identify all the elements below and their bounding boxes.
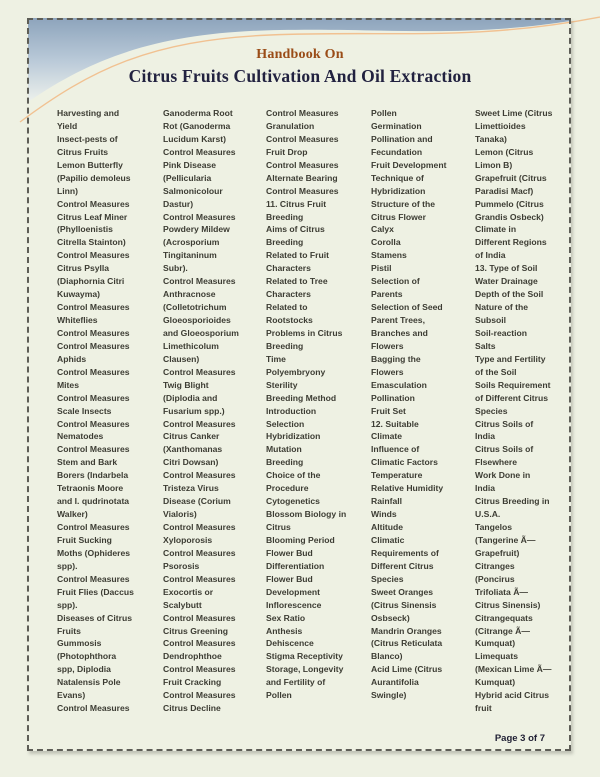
toc-line: Characters — [266, 289, 311, 300]
toc-line: Tetraonis Moore — [57, 483, 124, 494]
toc-line: Disease (Corium — [163, 496, 231, 507]
toc-line: Inflorescence — [266, 599, 322, 610]
toc-line: (Tangerine Ã— — [475, 534, 536, 545]
toc-line: Aurantifolia — [371, 677, 419, 688]
toc-line: Control Measures — [163, 612, 236, 623]
toc-line: Harvesting and — [57, 108, 120, 118]
toc-line: Osbseck) — [371, 612, 410, 623]
toc-line: Grapefruit) — [475, 547, 520, 558]
toc-line: Water Drainage — [475, 276, 538, 287]
toc-line: Control Measures — [57, 703, 130, 714]
toc-line: Control Measures — [163, 638, 236, 649]
toc-line: Climate in — [475, 224, 517, 235]
toc-line: Tingitaninum — [163, 250, 217, 261]
toc-line: Citrus Soils of — [475, 418, 534, 429]
toc-line: Pollination — [371, 392, 415, 403]
toc-line: Sweet Oranges — [371, 586, 434, 597]
toc-line: Branches and — [371, 327, 428, 338]
toc-line: Procedure — [266, 483, 309, 494]
toc-line: Characters — [266, 263, 311, 274]
toc-line: Flower Bud — [266, 573, 313, 584]
toc-line: Pollination and — [371, 133, 433, 144]
toc-line: Relative Humidity — [371, 483, 444, 494]
toc-line: Time — [266, 353, 286, 364]
toc-line: Pollen — [371, 108, 397, 118]
toc-line: Control Measures — [57, 522, 130, 532]
toc-line: Control Measures — [163, 211, 236, 222]
toc-line: Flowers — [371, 340, 404, 351]
toc-line: Flower Bud — [266, 547, 313, 558]
toc-line: Technique of — [371, 172, 424, 183]
toc-line: Temperature — [371, 470, 423, 481]
toc-line: Gummosis — [57, 638, 102, 649]
toc-line: Climatic — [371, 534, 405, 545]
toc-line: Sex Ratio — [266, 612, 306, 623]
toc-line: fruit — [475, 703, 492, 714]
toc-line: Winds — [371, 509, 397, 520]
toc-line: Control Measures — [266, 108, 339, 118]
toc-line: (Acrosporium — [163, 237, 220, 248]
toc-line: Pummelo (Citrus — [475, 198, 544, 209]
toc-line: Introduction — [266, 405, 317, 416]
toc-line: Lemon (Citrus — [475, 146, 534, 157]
toc-line: Control Measures — [163, 522, 236, 532]
toc-line: Depth of the Soil — [475, 289, 544, 300]
toc-line: Tanaka) — [475, 133, 507, 144]
toc-line: Hybridization — [371, 185, 426, 196]
toc-line: Selection of — [371, 276, 420, 287]
toc-line: (Mexican Lime Ã— — [475, 664, 552, 675]
toc-line: Sweet Lime (Citrus — [475, 108, 553, 118]
toc-line: Swingle) — [371, 690, 407, 701]
toc-line: Aphids — [57, 353, 87, 364]
handbook-on-pretitle: Handbook On — [256, 47, 344, 62]
toc-line: Fruit Sucking — [57, 534, 112, 545]
toc-line: Fecundation — [371, 146, 423, 157]
toc-line: Choice of the — [266, 470, 321, 481]
toc-line: Hybridization — [266, 431, 321, 442]
toc-line: Influence of — [371, 444, 420, 455]
toc-line: Citrella Stainton) — [57, 237, 126, 248]
toc-line: Sterility — [266, 379, 298, 390]
toc-line: Blossom Biology in — [266, 509, 347, 520]
toc-line: (Poncirus — [475, 573, 515, 584]
toc-line: (Photophthora — [57, 651, 117, 662]
toc-line: Control Measures — [163, 664, 236, 675]
toc-line: Control Measures — [57, 250, 130, 261]
toc-line: Flsewhere — [475, 457, 518, 468]
toc-line: Breeding — [266, 457, 304, 468]
toc-line: Ganoderma Root — [163, 108, 233, 118]
toc-line: Control Measures — [57, 327, 130, 338]
toc-line: Control Measures — [57, 366, 130, 377]
toc-line: Scalybutt — [163, 599, 202, 610]
toc-line: Control Measures — [57, 340, 130, 351]
toc-line: Citrus Leaf Miner — [57, 211, 128, 222]
toc-line: spp). — [57, 560, 78, 571]
toc-line: Control Measures — [163, 547, 236, 558]
toc-line: Selection of Seed — [371, 302, 443, 313]
toc-line: Lemon Butterfly — [57, 159, 123, 170]
toc-line: Psorosis — [163, 560, 200, 571]
toc-line: Borers (Indarbela — [57, 470, 129, 481]
page-number-label: Page 3 of 7 — [494, 733, 545, 744]
toc-line: Fruit Set — [371, 405, 406, 416]
toc-line: Citrus Psylla — [57, 263, 110, 274]
toc-line: Breeding — [266, 340, 304, 351]
toc-line: Linn) — [57, 185, 78, 196]
toc-line: Species — [475, 405, 508, 416]
toc-line: (Papilio demoleus — [57, 172, 131, 183]
toc-line: Different Regions — [475, 237, 547, 248]
toc-line: and Gloeosporium — [163, 327, 239, 338]
toc-line: Bagging the — [371, 353, 421, 364]
toc-line: Mandrin Oranges — [371, 625, 442, 636]
toc-line: Pollen — [266, 690, 292, 701]
toc-line: Kumquat) — [475, 638, 516, 649]
toc-line: Control Measures — [57, 444, 130, 455]
toc-line: Anthesis — [266, 625, 303, 636]
toc-line: Blanco) — [371, 651, 403, 662]
toc-line: Altitude — [371, 522, 403, 532]
toc-line: spp, Diplodia — [57, 664, 111, 675]
toc-line: Xyloporosis — [163, 534, 213, 545]
toc-line: Control Measures — [266, 133, 339, 144]
toc-column-5 — [475, 107, 570, 715]
toc-columns — [57, 107, 570, 715]
toc-line: Citrus Flower — [371, 211, 426, 222]
book-title: Citrus Fruits Cultivation And Oil Extraction — [128, 66, 472, 86]
toc-line: Pink Disease — [163, 159, 217, 170]
toc-line: Stem and Bark — [57, 457, 118, 468]
toc-line: Climate — [371, 431, 403, 442]
toc-line: Breeding — [266, 211, 304, 222]
toc-line: (Citrus Sinensis — [371, 599, 437, 610]
toc-line: and Fertility of — [266, 677, 326, 688]
toc-line: and I. qudrinotata — [57, 496, 130, 507]
toc-line: Control Measures — [57, 392, 130, 403]
toc-line: Dehiscence — [266, 638, 314, 649]
toc-line: Control Measures — [57, 573, 130, 584]
toc-line: Gloeosporioides — [163, 315, 231, 325]
toc-line: Alternate Bearing — [266, 172, 338, 183]
toc-line: Citrus — [266, 522, 291, 532]
toc-line: Calyx — [371, 224, 394, 235]
toc-line: Stamens — [371, 250, 407, 261]
toc-line: Granulation — [266, 120, 315, 131]
toc-line: of Different Citrus — [475, 392, 549, 403]
toc-line: Control Measures — [163, 146, 236, 157]
toc-line: Rainfall — [371, 496, 403, 507]
toc-line: Citrus Soils of — [475, 444, 534, 455]
toc-line: Citrus Sinensis) — [475, 599, 541, 610]
toc-line: U.S.A. — [475, 509, 501, 520]
toc-line: Anthracnose — [163, 289, 216, 300]
toc-line: Dendrophthoe — [163, 651, 222, 662]
toc-line: Breeding Method — [266, 392, 337, 403]
toc-line: Fruit Flies (Daccus — [57, 586, 134, 597]
toc-line: Whiteflies — [57, 315, 98, 325]
toc-line: Rootstocks — [266, 315, 313, 325]
toc-line: Related to Tree — [266, 276, 328, 287]
toc-line: Citranges — [475, 560, 515, 571]
toc-line: Powdery Mildew — [163, 224, 230, 235]
toc-line: Diseases of Citrus — [57, 612, 132, 623]
toc-line: Nematodes — [57, 431, 104, 442]
toc-line: Fruit Development — [371, 159, 447, 170]
toc-line: Emasculation — [371, 379, 427, 390]
toc-line: Control Measures — [57, 198, 130, 209]
toc-line: Cytogenetics — [266, 496, 320, 507]
toc-line: Mutation — [266, 444, 302, 455]
toc-column-4 — [371, 107, 475, 715]
toc-line: Germination — [371, 120, 422, 131]
toc-line: Citrangequats — [475, 612, 533, 623]
toc-line: Selection — [266, 418, 305, 429]
toc-line: Fruit Cracking — [163, 677, 222, 688]
toc-line: 13. Type of Soil — [475, 263, 538, 274]
toc-line: Limequats — [475, 651, 518, 662]
toc-line: Tangelos — [475, 522, 513, 532]
toc-line: Mites — [57, 379, 79, 390]
toc-line: Flowers — [371, 366, 404, 377]
toc-line: of India — [475, 250, 506, 261]
toc-line: Citrus Fruits — [57, 146, 109, 157]
toc-line: Nature of the — [475, 302, 528, 313]
toc-line: Blooming Period — [266, 534, 335, 545]
toc-line: Stigma Receptivity — [266, 651, 343, 662]
toc-line: (Diaphornia Citri — [57, 276, 125, 287]
toc-line: Twig Blight — [163, 379, 209, 390]
toc-line: Exocortis or — [163, 586, 214, 597]
toc-line: Paradisi Macf) — [475, 185, 534, 196]
toc-line: Storage, Longevity — [266, 664, 344, 675]
toc-line: India — [475, 483, 496, 494]
toc-line: Acid Lime (Citrus — [371, 664, 443, 675]
toc-line: India — [475, 431, 496, 442]
toc-line: Corolla — [371, 237, 401, 248]
toc-line: Grandis Osbeck) — [475, 211, 544, 222]
toc-line: Soils Requirement — [475, 379, 551, 390]
toc-line: Related to — [266, 302, 308, 313]
toc-line: Subr). — [163, 263, 188, 274]
toc-line: Control Measures — [163, 573, 236, 584]
toc-line: Parent Trees, — [371, 315, 425, 325]
toc-line: Polyembryony — [266, 366, 326, 377]
toc-line: Clausen) — [163, 353, 200, 364]
toc-line: Work Done in — [475, 470, 531, 481]
toc-line: Development — [266, 586, 320, 597]
toc-line: Type and Fertility — [475, 353, 546, 364]
toc-line: Moths (Ophideres — [57, 547, 131, 558]
toc-line: Species — [371, 573, 404, 584]
toc-line: Differentiation — [266, 560, 325, 571]
toc-line: Control Measures — [163, 690, 236, 701]
toc-line: (Pellicularia — [163, 172, 212, 183]
toc-line: Natalensis Pole — [57, 677, 121, 688]
toc-line: Control Measures — [163, 470, 236, 481]
toc-line: (Phylloenistis — [57, 224, 113, 235]
toc-line: Scale Insects — [57, 405, 112, 416]
toc-line: 12. Suitable — [371, 418, 419, 429]
toc-line: Vialoris) — [163, 509, 197, 520]
toc-line: Citrus Decline — [163, 703, 221, 714]
toc-line: Salmonicolour — [163, 185, 223, 196]
toc-line: Citrus Canker — [163, 431, 220, 442]
toc-line: Salts — [475, 340, 496, 351]
toc-line: Climatic Factors — [371, 457, 438, 468]
toc-line: Kuwayma) — [57, 289, 100, 300]
toc-line: Requirements of — [371, 547, 439, 558]
toc-column-1 — [57, 107, 163, 715]
toc-line: (Diplodia and — [163, 392, 218, 403]
toc-line: Control Measures — [266, 185, 339, 196]
toc-line: Fruits — [57, 625, 81, 636]
toc-line: Citrus Breeding in — [475, 496, 550, 507]
toc-column-2 — [163, 107, 266, 715]
toc-line: Fusarium spp.) — [163, 405, 225, 416]
toc-line: Structure of the — [371, 198, 435, 209]
toc-line: Problems in Citrus — [266, 327, 343, 338]
toc-line: Control Measures — [266, 159, 339, 170]
toc-line: Kumquat) — [475, 677, 516, 688]
toc-line: Trifoliata Ã— — [475, 586, 529, 597]
toc-line: Rot (Ganoderma — [163, 120, 231, 131]
toc-line: Pistil — [371, 263, 392, 274]
toc-column-3 — [266, 107, 371, 715]
toc-line: Aims of Citrus — [266, 224, 325, 235]
toc-line: Limethicolum — [163, 340, 219, 351]
toc-line: (Xanthomanas — [163, 444, 223, 455]
toc-line: (Citrange Ã— — [475, 625, 530, 636]
toc-line: Evans) — [57, 690, 86, 701]
toc-line: Grapefruit (Citrus — [475, 172, 547, 183]
toc-line: Limettioides — [475, 120, 526, 131]
toc-line: 11. Citrus Fruit — [266, 198, 327, 209]
toc-line: Hybrid acid Citrus — [475, 690, 550, 701]
toc-line: Control Measures — [163, 418, 236, 429]
toc-line: Soil-reaction — [475, 327, 528, 338]
toc-line: Citri Dowsan) — [163, 457, 219, 468]
toc-line: Dastur) — [163, 198, 194, 209]
toc-line: Control Measures — [163, 366, 236, 377]
toc-line: Control Measures — [57, 418, 130, 429]
toc-line: (Colletotrichum — [163, 302, 227, 313]
toc-line: Lucidum Karst) — [163, 133, 227, 144]
toc-line: Control Measures — [163, 276, 236, 287]
toc-line: Limon B) — [475, 159, 513, 170]
toc-line: spp). — [57, 599, 78, 610]
toc-line: Control Measures — [57, 302, 130, 313]
toc-line: Breeding — [266, 237, 304, 248]
toc-line: Parents — [371, 289, 403, 300]
toc-line: Tristeza Virus — [163, 483, 219, 494]
toc-line: Different Citrus — [371, 560, 434, 571]
toc-line: (Citrus Reticulata — [371, 638, 443, 649]
toc-line: Fruit Drop — [266, 146, 308, 157]
toc-line: Subsoil — [475, 315, 507, 325]
toc-line: Citrus Greening — [163, 625, 228, 636]
toc-line: Yield — [57, 120, 78, 131]
toc-line: Walker) — [57, 509, 88, 520]
toc-line: Insect-pests of — [57, 133, 118, 144]
toc-line: Related to Fruit — [266, 250, 330, 261]
title-block — [0, 47, 600, 87]
toc-line: of the Soil — [475, 366, 517, 377]
